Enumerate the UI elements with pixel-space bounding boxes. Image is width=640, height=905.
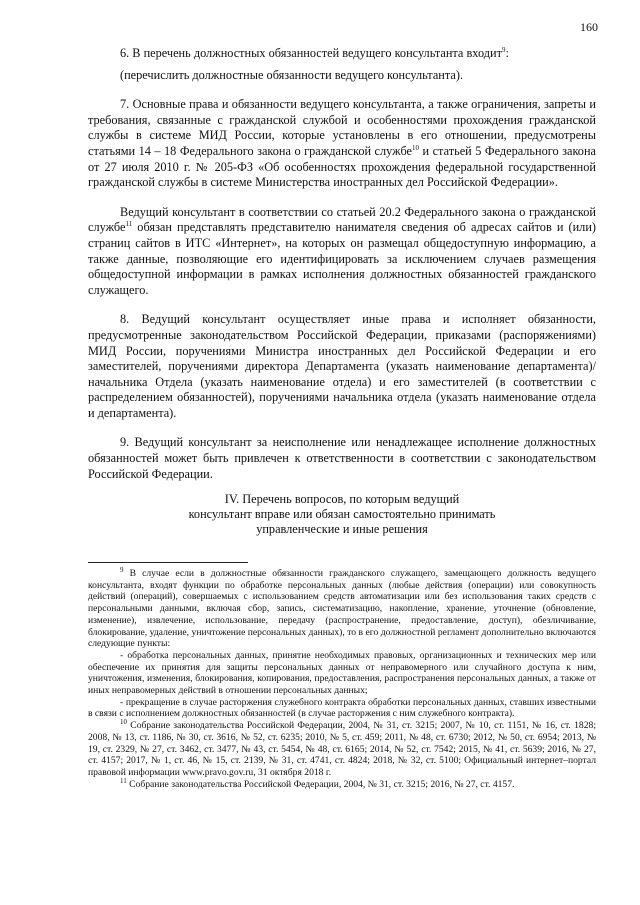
footnote-10-text: Собрание законодательства Российской Федерации, 2004, № 31, ст. 3215; 2007, № 10, ст. 1151, № 16, ст. 1828; 2008, № 13, ст. 1186, № 30, ст. 3616, № 52, ст. 6235; 2010, № 5, ст. 459; 2011, № 48, ст. 6730; 2012, № 50, ст. 6954; 2013, № 19, ст. 2329, № 27, ст. 3462, ст. 3477, № 43, ст. 5454, № 48, ст. 6165; 2014, № 52, ст. 7542; 2015, № 41, ст. 5639; 2016, № 27, ст. 4157; 2017, № 1, ст. 46, № 15, ст. 2139, № 31, ст. 4741, ст. 4824; 2018, № 32, ст. 5100; Официальный интернет–портал правовой информации www.pravo.gov.ru, 31 октября 2018 г. [88, 720, 596, 778]
paragraph-6-colon: : [505, 46, 509, 60]
paragraph-8: 8. Ведущий консультант осуществляет иные права и исполняет обязанности, предусмотренные законодательством Российской Федерации, приказами (распоряжениями) МИД России, поручениями Министра иностранных дел Российской Федерации и его заместителей, поручениями директора Департамента (указать наименование департамента)/начальника Отдела (указать наименование отдела) и его заместителей (в соответствии с распределением обязанностей), поручениями начальника отдела (указать наименование отдела и департамента). [88, 312, 596, 420]
paragraph-7-second-text-b: обязан представлять представителю нанимателя сведения об адресах сайтов и (или) страниц сайтов в ИТС «Интернет», на которых он размещал общедоступную информацию, а также данные, позволяющие его идентифицировать за исключением случаев размещения общедоступной информации в рамках исполнения должностных обязанностей гражданского служащего. [88, 220, 596, 297]
footnote-11-mark: 11 [120, 776, 127, 785]
paragraph-6-text: 6. В перечень должностных обязанностей ведущего консультанта входит [120, 46, 502, 60]
paragraph-7-second-text-a: Ведущий консультант в соответствии со статьей 20.2 Федерального закона о гражданской службе [88, 204, 596, 235]
paragraph-7-text-a: 7. Основные права и обязанности ведущего консультанта, а также ограничения, запреты и требования, связанные с гражданской службой и особенностями прохождения гражданской службы в системе МИД России, которые установлены в его отношении, предусмотрены статьями 14 – 18 Федерального закона о гражданской службе [88, 97, 596, 158]
footnote-ref-10: 10 [412, 143, 420, 152]
footnote-9-item-1: - обработка персональных данных, принятие необходимых правовых, организационных и технических мер или обеспечение их принятия для защиты персональных данных от неправомерного или случайного доступа к ним, уничтожения, изменения, блокирования, копирования, предоставления, распространения персональных данных, а также от иных неправомерных действий в отношении персональных данных; [88, 649, 596, 697]
document-body [88, 46, 596, 537]
footnote-9-item-2: - прекращение в случае расторжения служебного контракта обработки персональных данных, ставших известными в связи с исполнением должностных обязанностей (в случае расторжения с ним служебного контракта). [88, 696, 596, 720]
footnotes [88, 565, 596, 790]
paragraph-6 [88, 46, 596, 62]
footnote-9-mark: 9 [120, 565, 124, 574]
section-heading [88, 492, 596, 537]
footnote-9-text: В случае если в должностные обязанности гражданского служащего, замещающего должность ведущего консультанта, входят функции по обработке персональных данных (любые действия (операции) или совокупность действий (операций), совершаемых с использованием средств автоматизации или без использования таких средств с персональными данными, включая сбор, запись, систематизацию, накопление, хранение, уточнение (обновление, изменение), извлечение, использование, передачу (распространение, предоставление, доступ), обезличивание, блокирование, удаление, уничтожение персональных данных), то в его должностной регламент дополнительно включаются следующие пункты: [88, 568, 596, 650]
section-heading-line-1: IV. Перечень вопросов, по которым ведущий [224, 492, 460, 507]
paragraph-7-second [88, 205, 596, 299]
footnote-ref-9: 9 [501, 45, 506, 54]
footnote-separator [88, 562, 248, 563]
footnote-9 [88, 565, 596, 650]
footnote-ref-11: 11 [125, 220, 133, 229]
footnote-10-mark: 10 [120, 717, 127, 726]
footnote-11-text: Собрание законодательства Российской Федерации, 2004, № 31, ст. 3215; 2016, № 27, ст. 4157. [126, 778, 515, 790]
section-heading-line-2: консультант вправе или обязан самостоятельно принимать [188, 507, 496, 522]
paragraph-7-text-b: и статьей 5 Федерального закона от 27 июля 2010 г. № 205-ФЗ «Об особенностях прохождения федеральной государственной гражданской службы в системе Министерства иностранных дел Российской Федерации». [88, 143, 596, 190]
footnote-11 [88, 776, 596, 791]
page-number: 160 [580, 20, 598, 34]
paragraph-9: 9. Ведущий консультант за неисполнение или ненадлежащее исполнение должностных обязанностей может быть привлечен к ответственности в соответствии с законодательством Российской Федерации. [88, 435, 596, 481]
footnote-10 [88, 717, 596, 779]
paragraph-6-list: (перечислить должностные обязанности ведущего консультанта). [120, 67, 464, 82]
paragraph-7 [88, 97, 596, 191]
section-heading-line-3: управленческие и иные решения [256, 522, 428, 537]
